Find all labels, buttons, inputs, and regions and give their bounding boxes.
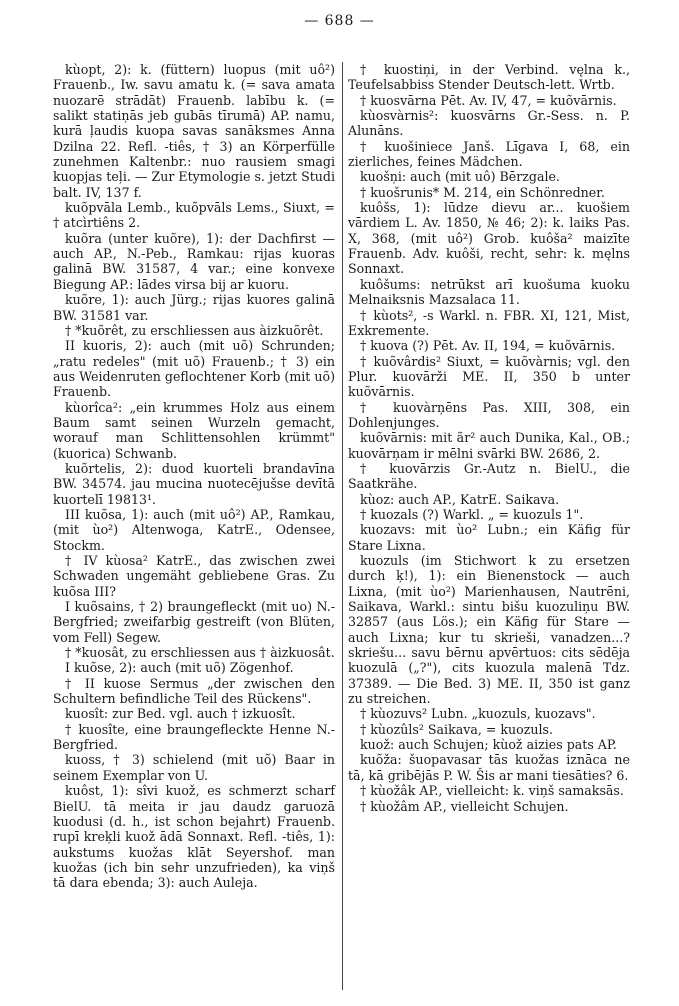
page-number: — 688 — bbox=[304, 13, 375, 29]
entry-kuoz-2: kuož: auch Schujen; kùož aizies pats AP. bbox=[360, 737, 617, 753]
entry-kuost: kuôst, 1): sîvi kuož, es schmerzt scharf BielU. tā meita ir jau daudz garuozā kuodusi (d. h., ist schon bejahrt) Frauenb. rupī kreķli kuož ādā Sonnaxt. Refl. -tiês, 1): aukstums kuožas klāt Seyershof. man kuožas (ich bin sehr unzufrieden), ka viņš tā dara ebenda; 3): auch Auleja. bbox=[53, 783, 335, 891]
entry-kuosat: † *kuosât, zu erschliessen aus † àizkuosât. bbox=[65, 645, 335, 661]
entry-kuozals: † kuozals (?) Warkl. „ = kuozuls 1". bbox=[360, 506, 584, 522]
entry-kuozuls: kuozuls (im Stichwort k zu ersetzen durch ķ!), 1): ein Bienenstock — auch Lixna, (mit ùo²) Marienhausen, Nautrēni, Saikava, Warkl.: sintu bišu kuozuliņu BW. 32857 (aus Lös.); ein Käfig für Stare — auch Lixna; kur tu skrieši, vanadzen...? skriešu... savu bērnu apvērtuos: cits sēdēja kuozulā („?"), cits kuozula malenā Tdz. 37389. — Die Bed. 3) ME. II, 350 ist ganz zu streichen. bbox=[348, 553, 630, 707]
entry-kuovarnens: † kuovàrņēns Pas. XIII, 308, ein Dohlenjunges. bbox=[348, 399, 630, 430]
entry-kuozuls-2: † kùozûls² Saikava, = kuozuls. bbox=[360, 721, 553, 737]
entry-kuosa-iv: † IV kùosa² KatrE., das zwischen zwei Schwaden ungemäht gebliebene Gras. Zu kuõsa III? bbox=[53, 553, 335, 599]
entry-kuopt: kùopt, 2): k. (füttern) luopus (mit uô²) Frauenb., Iw. savu amatu k. (= sava amata nuozarē strādāt) Frauenb. labību k. (= salikt statiņās jeb gubās tīrumā) AP. namu, kurā ļaudis kuopa savas sanāksmes Anna Dzilna 22. Refl. -tiês, † 3) an Körperfülle zunehmen Kaltenbr.: nuo rausiem smagi kuopjas teļi. — Zur Etymologie s. jetzt Studi balt. IV, 137 f. bbox=[53, 62, 335, 200]
entry-kuosa-iii: III kuõsa, 1): auch (mit uô²) AP., Ramkau, (mit ùo²) Altenwoga, KatrE., Odensee, Stockm. bbox=[53, 506, 335, 553]
entry-kuovarnis: kuõvārnis: mit ãr² auch Dunika, Kal., OB.; kuovārņam ir mēlni svārki BW. 2686, 2. bbox=[348, 430, 630, 461]
entry-kuosums: kuôšums: netrūkst arī kuošuma kuoku Melnaiksnis Mazsalaca 11. bbox=[348, 276, 630, 308]
entry-kuostini: † kuostiņi, in der Verbind. vęlna k., Teufelsabbiss Stender Deutsch-lett. Wrtb. bbox=[348, 62, 630, 93]
entry-kuoza: kuõža: šuopavasar tās kuožas iznāca ne tā, kā gribējās P. W. Šis ar mani tiesāties? 6. bbox=[348, 752, 630, 783]
entry-kuosite: † kuosîte, eine braungefleckte Henne N.-Bergfried. bbox=[53, 721, 335, 753]
entry-kuosvarnis: kùosvàrnis²: kuosvārns Gr.-Sess. n. P. Alunāns. bbox=[348, 108, 630, 139]
entry-kuova: † kuova (?) Pēt. Av. II, 194, = kuõvārnis. bbox=[360, 338, 616, 354]
entry-kuosvarna: † kuosvārna Pēt. Av. IV, 47, = kuõvārnis. bbox=[360, 92, 617, 108]
entry-kuovarzis: † kuovārzis Gr.-Autz n. BielU., die Saatkrähe. bbox=[348, 460, 630, 492]
entry-kuozak: † kùožâk AP., vielleicht: k. viņš samaksās. bbox=[360, 783, 624, 799]
entry-kuore: kuõre, 1): auch Jürg.; rijas kuores galinā BW. 31581 var. bbox=[53, 292, 335, 323]
entry-kuozavs: kuozavs: mit ùo² Lubn.; ein Käfig für Stare Lixna. bbox=[348, 522, 630, 553]
entry-kuose-i: I kuõse, 2): auch (mit uõ) Zögenhof. bbox=[65, 660, 294, 676]
entry-kuosiniece: † kuošiniece Janš. Līgava I, 68, ein zierliches, feines Mädchen. bbox=[348, 138, 630, 170]
entry-kuoz: kùoz: auch AP., KatrE. Saikava. bbox=[360, 491, 560, 507]
entry-kuoss: kuoss, † 3) schielend (mit uõ) Baar in seinem Exemplar von U. bbox=[53, 752, 335, 783]
entry-kuozam: † kùožâm AP., vielleicht Schujen. bbox=[360, 798, 569, 814]
entry-kuorica: kùorîca²: „ein krummes Holz aus einem Baum samt seinen Wurzeln gemacht, worauf man Schlittensohlen krümmt" (kuorica) Schwanb. bbox=[53, 399, 335, 461]
entry-kuoris: II kuoris, 2): auch (mit uõ) Schrunden; „ratu redeles" (mit uõ) Frauenb.; † 3) ein aus Weidenruten geflochtener Korb (mit uõ) Frauenb. bbox=[53, 338, 335, 400]
entry-kuoss-right: kuôšs, 1): lūdze dievu ar... kuošiem vārdiem L. Av. 1850, № 46; 2): k. laiks Pas. X, 368, (mit uô²) Grob. kuôša² maizīte Frauenb. Adv. kuôši, recht, sehr: k. męlns Sonnaxt. bbox=[348, 200, 630, 277]
entry-kuosains: I kuõsains, † 2) braungefleckt (mit uo) N.-Bergfried; zweifarbig gestreift (von Blüten, vom Fell) Segew. bbox=[53, 599, 335, 645]
entry-kuoret: † *kuõrêt, zu erschliessen aus àizkuõrêt. bbox=[65, 322, 324, 338]
entry-kuovardis: † kuõvârdis² Siuxt, = kuõvàrnis; vgl. den Plur. kuovārži ME. II, 350 b unter kuõvārnis. bbox=[348, 353, 630, 400]
entry-kuosit: kuosît: zur Bed. vgl. auch † izkuosît. bbox=[65, 706, 296, 722]
entry-kuosrunis: † kuošrunis* M. 214, ein Schönredner. bbox=[360, 184, 605, 200]
entry-kuozuvs: † kùozuvs² Lubn. „kuozuls, kuozavs". bbox=[360, 706, 596, 722]
entry-kuosni: kuošņi: auch (mit uô) Bērzgale. bbox=[360, 169, 560, 185]
entry-kuose-ii: † II kuose Sermus „der zwischen den Schultern befindliche Teil des Rückens". bbox=[53, 675, 335, 707]
entry-kuortelis: kuõrtelis, 2): duod kuorteli brandavīna BW. 34574. jau mucina nuotecējušse devītā kuortelī 19813¹. bbox=[53, 460, 335, 507]
entry-kuots: † kùots², -s Warkl. n. FBR. XI, 121, Mist, Exkremente. bbox=[348, 307, 630, 338]
entry-kuopvala: kuõpvāla Lemb., kuõpvāls Lems., Siuxt, = † atcìrtiêns 2. bbox=[53, 200, 335, 231]
entry-kuora: kuõra (unter kuõre), 1): der Dachfirst — auch AP., N.-Peb., Ramkau: rijas kuoras galinā BW. 31587, 4 var.; eine konvexe Biegung AP.: lādes virsa bij ar kuoru. bbox=[53, 230, 335, 292]
left-column bbox=[53, 62, 335, 891]
right-column bbox=[348, 62, 630, 814]
column-divider bbox=[342, 62, 343, 990]
